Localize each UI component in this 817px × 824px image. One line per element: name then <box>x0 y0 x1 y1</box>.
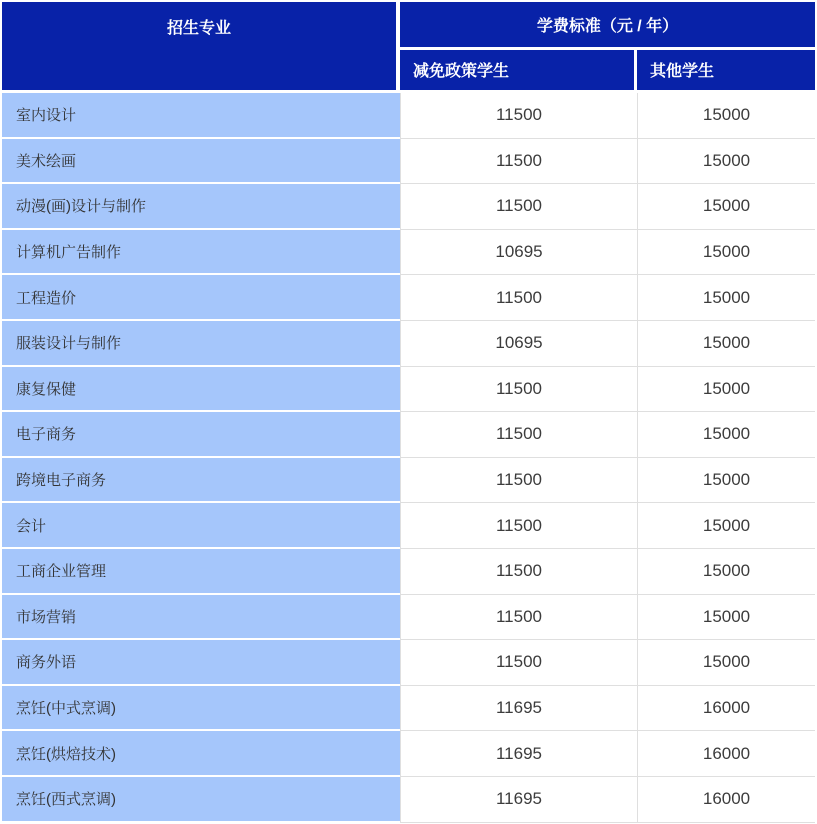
major-name-cell: 计算机广告制作 <box>2 230 400 276</box>
table-row <box>2 777 815 823</box>
major-name-cell: 市场营销 <box>2 595 400 641</box>
reduced-policy-fee-cell: 10695 <box>400 321 637 367</box>
major-name-cell: 动漫(画)设计与制作 <box>2 184 400 230</box>
table-row <box>2 321 815 367</box>
major-name-cell: 跨境电子商务 <box>2 458 400 504</box>
other-students-fee-cell: 15000 <box>637 139 815 185</box>
table-body <box>2 93 815 823</box>
major-name-cell: 烹饪(西式烹调) <box>2 777 400 823</box>
table-row <box>2 184 815 230</box>
other-students-fee-cell: 15000 <box>637 93 815 139</box>
table-row <box>2 640 815 686</box>
reduced-policy-fee-cell: 10695 <box>400 230 637 276</box>
major-name-cell: 工程造价 <box>2 275 400 321</box>
table-row <box>2 412 815 458</box>
table-header <box>2 2 815 93</box>
table-row <box>2 549 815 595</box>
reduced-policy-fee-cell: 11500 <box>400 549 637 595</box>
reduced-policy-fee-cell: 11500 <box>400 458 637 504</box>
other-students-fee-cell: 15000 <box>637 640 815 686</box>
table-row <box>2 139 815 185</box>
table-row <box>2 595 815 641</box>
reduced-policy-fee-cell: 11500 <box>400 640 637 686</box>
other-students-fee-cell: 16000 <box>637 731 815 777</box>
other-students-fee-cell: 16000 <box>637 777 815 823</box>
table-row <box>2 93 815 139</box>
major-name-cell: 室内设计 <box>2 93 400 139</box>
column-header-tuition-standard: 学费标准（元 / 年） <box>400 2 815 50</box>
table-row <box>2 458 815 504</box>
reduced-policy-fee-cell: 11500 <box>400 184 637 230</box>
major-name-cell: 工商企业管理 <box>2 549 400 595</box>
other-students-fee-cell: 15000 <box>637 503 815 549</box>
major-name-cell: 烹饪(烘焙技术) <box>2 731 400 777</box>
major-name-cell: 会计 <box>2 503 400 549</box>
reduced-policy-fee-cell: 11500 <box>400 275 637 321</box>
table-row <box>2 230 815 276</box>
other-students-fee-cell: 15000 <box>637 458 815 504</box>
reduced-policy-fee-cell: 11695 <box>400 777 637 823</box>
reduced-policy-fee-cell: 11500 <box>400 139 637 185</box>
reduced-policy-fee-cell: 11695 <box>400 686 637 732</box>
table-row <box>2 367 815 413</box>
other-students-fee-cell: 15000 <box>637 184 815 230</box>
reduced-policy-fee-cell: 11500 <box>400 93 637 139</box>
table-row <box>2 275 815 321</box>
major-name-cell: 康复保健 <box>2 367 400 413</box>
other-students-fee-cell: 15000 <box>637 230 815 276</box>
reduced-policy-fee-cell: 11500 <box>400 412 637 458</box>
reduced-policy-fee-cell: 11500 <box>400 595 637 641</box>
other-students-fee-cell: 15000 <box>637 275 815 321</box>
column-header-reduced-policy-students: 减免政策学生 <box>400 50 637 93</box>
other-students-fee-cell: 15000 <box>637 367 815 413</box>
major-name-cell: 美术绘画 <box>2 139 400 185</box>
reduced-policy-fee-cell: 11500 <box>400 367 637 413</box>
tuition-fee-table <box>2 2 815 823</box>
major-name-cell: 烹饪(中式烹调) <box>2 686 400 732</box>
other-students-fee-cell: 15000 <box>637 595 815 641</box>
major-name-cell: 商务外语 <box>2 640 400 686</box>
major-name-cell: 电子商务 <box>2 412 400 458</box>
table-row <box>2 731 815 777</box>
other-students-fee-cell: 15000 <box>637 549 815 595</box>
column-header-other-students: 其他学生 <box>637 50 815 93</box>
column-header-major: 招生专业 <box>2 2 400 93</box>
table-row <box>2 503 815 549</box>
table-row <box>2 686 815 732</box>
other-students-fee-cell: 15000 <box>637 321 815 367</box>
major-name-cell: 服装设计与制作 <box>2 321 400 367</box>
reduced-policy-fee-cell: 11500 <box>400 503 637 549</box>
other-students-fee-cell: 16000 <box>637 686 815 732</box>
reduced-policy-fee-cell: 11695 <box>400 731 637 777</box>
other-students-fee-cell: 15000 <box>637 412 815 458</box>
